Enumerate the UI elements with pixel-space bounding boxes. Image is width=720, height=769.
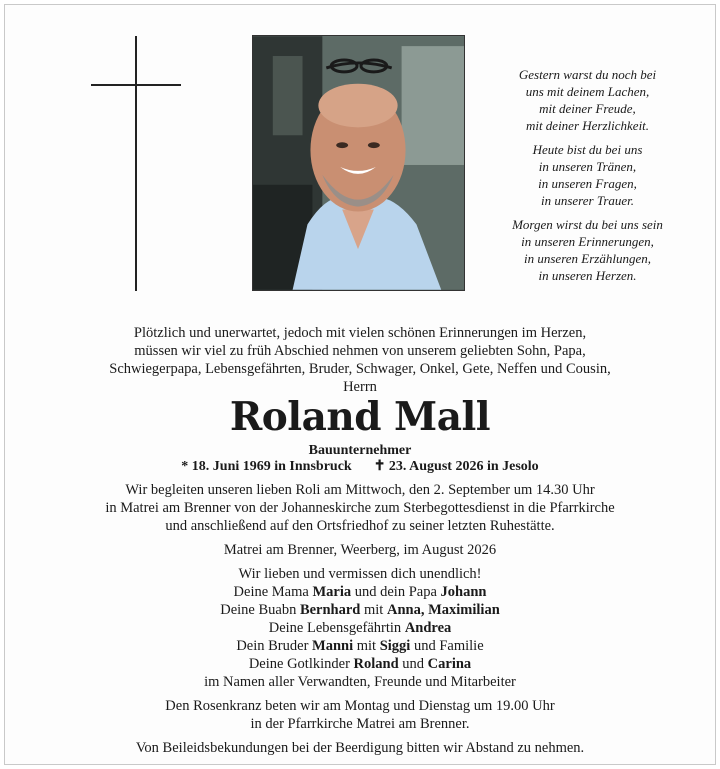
birth-date: * 18. Juni 1969 in Innsbruck [181, 459, 352, 474]
mourner-line: Deine Gotlkinder Roland und Carina [248, 656, 472, 672]
death-date: ✝ 23. August 2026 in Jesolo [373, 459, 539, 474]
mourner-line: im Namen aller Verwandten, Freunde und Mitarbeiter [204, 674, 516, 690]
announcement-body [30, 481, 690, 757]
mourner-line: Deine Buabn Bernhard mit Anna, Maximilian [220, 602, 500, 618]
intro-text [40, 324, 680, 396]
poem-line: Morgen wirst du bei uns sein [512, 217, 663, 232]
intro-line: müssen wir viel zu früh Abschied nehmen von unserem geliebten Sohn, Papa, [134, 343, 586, 359]
poem-line: mit deiner Freude, [539, 101, 636, 116]
memorial-poem [480, 66, 695, 291]
love-line: Wir lieben und vermissen dich unendlich! [238, 566, 482, 582]
intro-line: Schwiegerpapa, Lebensgefährten, Bruder, Schwager, Onkel, Gete, Neffen und Cousin, [109, 361, 611, 377]
deceased-name: Roland Mall [229, 394, 491, 440]
poem-stanza [480, 66, 695, 134]
mourner-line: Dein Bruder Manni mit Siggi und Familie [236, 638, 484, 654]
cross-vertical-bar [135, 36, 137, 291]
ceremony-line: Wir begleiten unseren lieben Roli am Mittwoch, den 2. September um 14.30 Uhr [125, 482, 595, 498]
mourner-line: Deine Mama Maria und dein Papa Johann [233, 584, 487, 600]
deceased-profession: Bauunternehmer [308, 443, 412, 458]
poem-line: in unseren Erzählungen, [524, 251, 651, 266]
place-date: Matrei am Brenner, Weerberg, im August 2026 [223, 542, 497, 558]
portrait-illustration [253, 36, 464, 290]
condolence-note: Von Beileidsbekundungen bei der Beerdigung bitten wir Abstand zu nehmen. [135, 740, 585, 756]
poem-line: in unseren Erinnerungen, [521, 234, 654, 249]
poem-line: in unseren Fragen, [538, 176, 637, 191]
poem-line: Heute bist du bei uns [532, 142, 643, 157]
poem-line: in unseren Tränen, [538, 159, 637, 174]
poem-line: in unseren Herzen. [538, 268, 637, 283]
poem-line: mit deiner Herzlichkeit. [525, 118, 650, 133]
mourner-line: Deine Lebensgefährtin Andrea [268, 620, 452, 636]
cross-horizontal-bar [91, 84, 181, 86]
portrait-photo [252, 35, 465, 291]
poem-line: Gestern warst du noch bei [518, 67, 657, 82]
poem-stanza [480, 141, 695, 209]
intro-line: Herrn [343, 379, 377, 395]
rosary-line: in der Pfarrkirche Matrei am Brenner. [250, 716, 470, 732]
ceremony-line: und anschließend auf den Ortsfriedhof zu seiner letzten Ruhestätte. [165, 518, 555, 534]
intro-line: Plötzlich und unerwartet, jedoch mit vielen schönen Erinnerungen im Herzen, [133, 325, 587, 341]
poem-stanza [480, 216, 695, 284]
ceremony-line: in Matrei am Brenner von der Johanneskirche zum Sterbegottesdienst in die Pfarrkirche [105, 500, 615, 516]
life-dates [0, 458, 720, 476]
rosary-line: Den Rosenkranz beten wir am Montag und Dienstag um 19.00 Uhr [165, 698, 555, 714]
poem-line: in unserer Trauer. [540, 193, 635, 208]
poem-line: uns mit deinem Lachen, [525, 84, 650, 99]
